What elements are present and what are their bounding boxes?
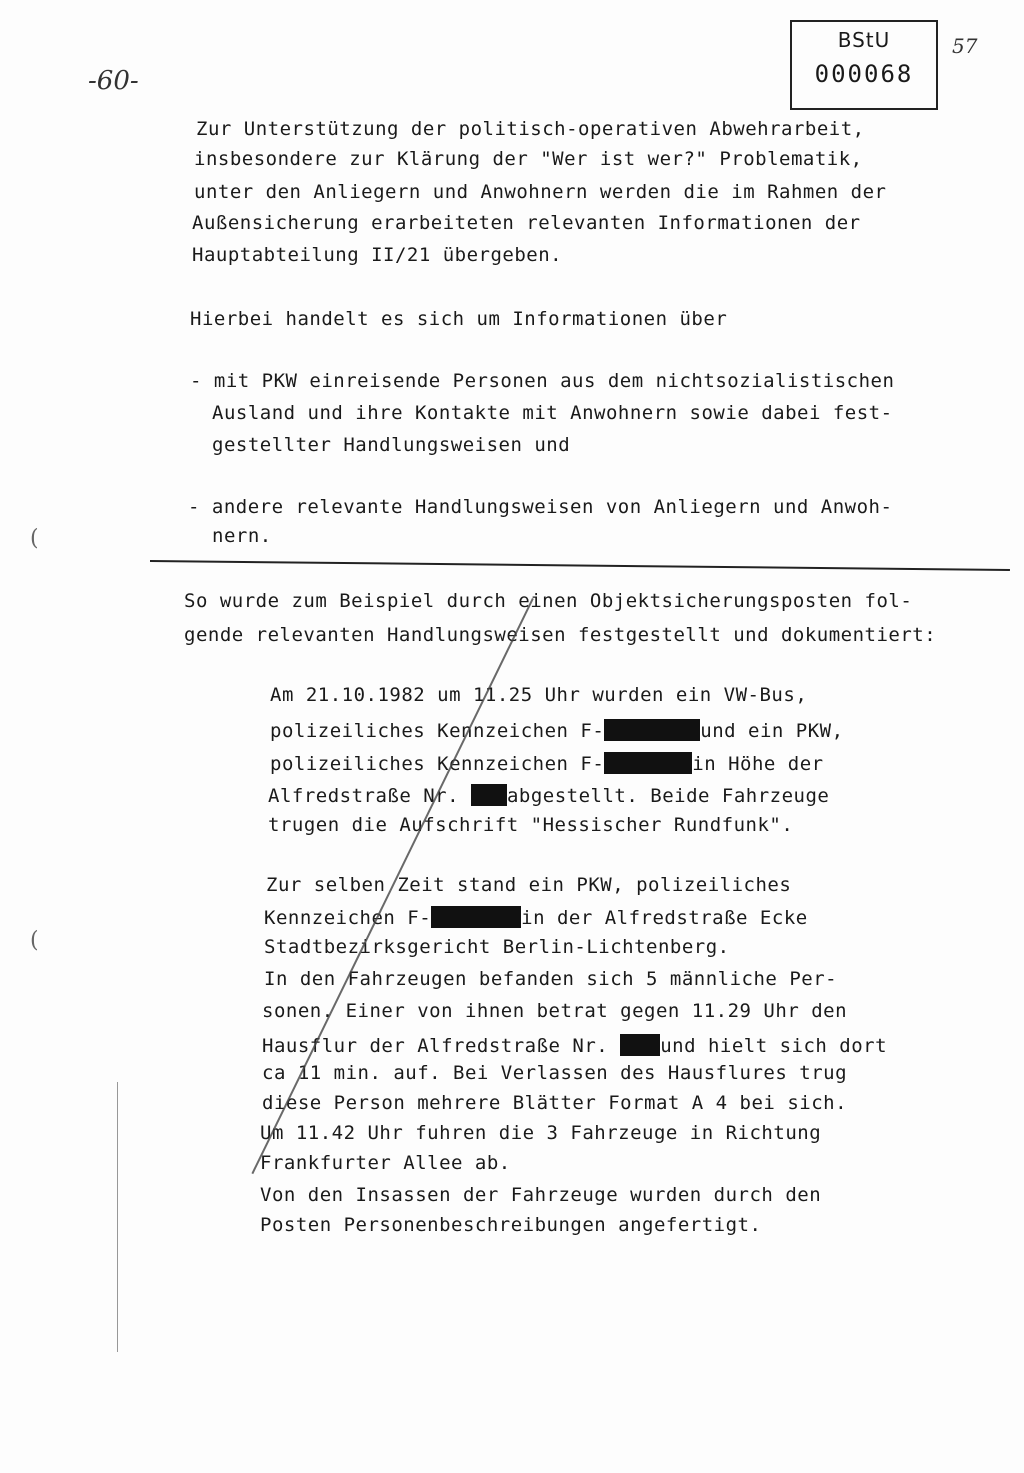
quote1-line-4 bbox=[268, 784, 829, 806]
handwritten-page-number-right: 57 bbox=[952, 34, 978, 58]
quote1-line-1: Am 21.10.1982 um 11.25 Uhr wurden ein VW-Bus, bbox=[270, 684, 808, 706]
quote2-line-1: Zur selben Zeit stand ein PKW, polizeiliches bbox=[266, 874, 792, 896]
redaction-bar bbox=[620, 1034, 660, 1056]
para1-line-3: unter den Anliegern und Anwohnern werden die im Rahmen der bbox=[194, 181, 887, 203]
handwritten-page-number-left: -60- bbox=[88, 66, 139, 96]
quote1-line-2 bbox=[270, 719, 844, 741]
para3-line-2: gende relevanten Handlungsweisen festgestellt und dokumentiert: bbox=[184, 624, 937, 646]
quote1-line-4-start: Alfredstraße Nr. bbox=[268, 785, 460, 807]
quote2-line-6-end: und hielt sich dort bbox=[660, 1035, 888, 1057]
quote2-line-2-end: in der Alfredstraße Ecke bbox=[521, 907, 808, 929]
bullet1-line-1: - mit PKW einreisende Personen aus dem nichtsozialistischen bbox=[190, 370, 895, 392]
quote2-line-6-start: Hausflur der Alfredstraße Nr. bbox=[262, 1035, 609, 1057]
margin-line bbox=[117, 1082, 118, 1352]
bullet2-line-1: - andere relevante Handlungsweisen von Anliegern und Anwoh- bbox=[188, 496, 893, 518]
quote1-line-4-end: abgestellt. Beide Fahrzeuge bbox=[506, 785, 830, 807]
quote2-line-3: Stadtbezirksgericht Berlin-Lichtenberg. bbox=[264, 936, 730, 958]
quote2-line-9: Um 11.42 Uhr fuhren die 3 Fahrzeuge in Richtung bbox=[260, 1122, 822, 1144]
redaction-bar bbox=[431, 906, 521, 928]
para1-line-2: insbesondere zur Klärung der "Wer ist wer?" Problematik, bbox=[194, 148, 863, 170]
para1-line-1: Zur Unterstützung der politisch-operativen Abwehrarbeit, bbox=[196, 118, 865, 140]
quote2-line-2 bbox=[264, 906, 808, 928]
quote2-line-8: diese Person mehrere Blätter Format A 4 bei sich. bbox=[262, 1092, 848, 1114]
para1-line-4: Außensicherung erarbeiteten relevanten Informationen der bbox=[192, 212, 861, 234]
quote1-line-3 bbox=[270, 752, 824, 774]
stamp-label: BStU bbox=[837, 28, 891, 52]
para1-line-5: Hauptabteilung II/21 übergeben. bbox=[192, 244, 563, 266]
punch-hole-mark: ( bbox=[30, 526, 39, 551]
redaction-bar bbox=[604, 719, 700, 741]
quote2-line-6 bbox=[262, 1034, 887, 1056]
stamp-number: 000068 bbox=[814, 60, 914, 88]
bullet2-line-2: nern. bbox=[212, 525, 272, 547]
quote1-line-5: trugen die Aufschrift "Hessischer Rundfunk". bbox=[268, 814, 794, 836]
redaction-bar bbox=[471, 784, 507, 806]
bullet1-line-3: gestellter Handlungsweisen und bbox=[212, 434, 571, 456]
quote2-line-7: ca 11 min. auf. Bei Verlassen des Hausflures trug bbox=[262, 1062, 848, 1084]
quote2-line-11: Von den Insassen der Fahrzeuge wurden durch den bbox=[260, 1184, 822, 1206]
quote2-line-10: Frankfurter Allee ab. bbox=[260, 1152, 511, 1174]
quote2-line-2-start: Kennzeichen F- bbox=[264, 907, 432, 929]
quote1-line-2-end: und ein PKW, bbox=[700, 720, 844, 742]
redaction-bar bbox=[604, 752, 692, 774]
para3-line-1: So wurde zum Beispiel durch einen Objektsicherungsposten fol- bbox=[184, 590, 913, 612]
para2-line: Hierbei handelt es sich um Informationen über bbox=[190, 308, 728, 330]
quote2-line-12: Posten Personenbeschreibungen angefertigt. bbox=[260, 1214, 762, 1236]
quote2-line-4: In den Fahrzeugen befanden sich 5 männliche Per- bbox=[264, 968, 838, 990]
quote1-line-3-start: polizeiliches Kennzeichen F- bbox=[270, 753, 605, 775]
section-divider bbox=[150, 560, 1010, 571]
quote1-line-3-end: in Höhe der bbox=[692, 753, 824, 775]
quote2-line-5: sonen. Einer von ihnen betrat gegen 11.29 Uhr den bbox=[262, 1000, 848, 1022]
quote1-line-2-start: polizeiliches Kennzeichen F- bbox=[270, 720, 605, 742]
bullet1-line-2: Ausland und ihre Kontakte mit Anwohnern sowie dabei fest- bbox=[212, 402, 893, 424]
punch-hole-mark: ( bbox=[30, 928, 39, 953]
bstu-stamp bbox=[790, 20, 938, 110]
